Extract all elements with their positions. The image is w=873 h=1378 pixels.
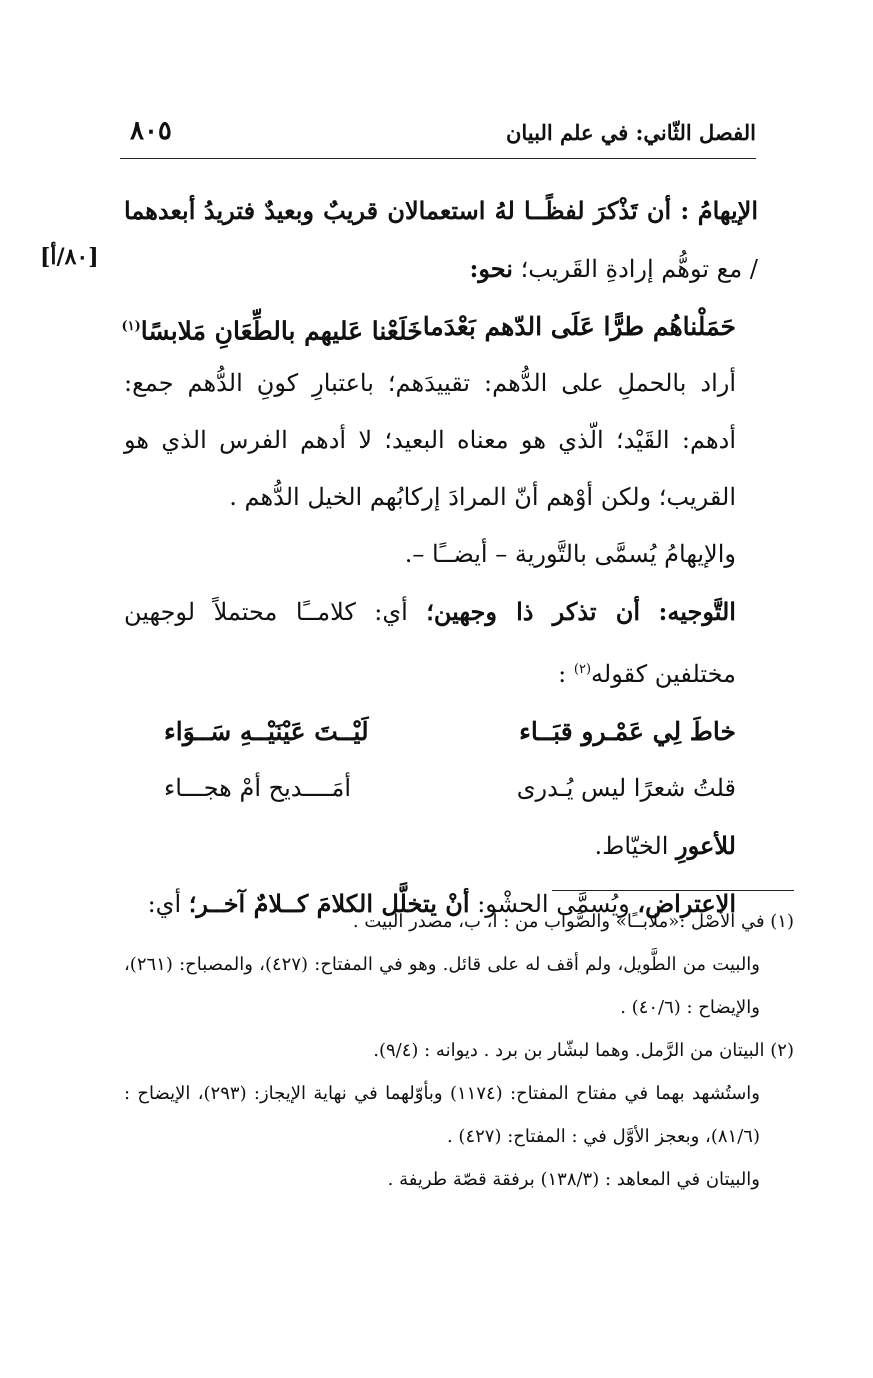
footnote-2: (٢) البيتان من الرَّمل. وهما لبشّار بن برد . ديوانه : (٩/٤). <box>373 1040 794 1061</box>
verse3-second-hemistich: أمَــــديح أمْ هجـــاء <box>164 774 352 802</box>
footnote-ref-2: (٢) <box>573 662 592 677</box>
term-ihaam: الإيهامُ <box>697 196 758 225</box>
manuscript-folio-reference: [٨٠/أ] <box>40 244 99 270</box>
term-tawjih: التَّوجيه: <box>658 597 736 626</box>
verse-example-1 <box>121 298 758 355</box>
verse2-first-hemistich: خاطَ لِي عَمْـرو قبَــاء <box>519 717 736 746</box>
footnote-1-source: والبيت من الطَّويل، ولم أقف له على قائل. وهو في المفتاح: (٤٢٧)، والمصباح: (٢٦١)، والإيضاح : (٤٠/٦) . <box>124 954 760 1018</box>
paragraph-itiraad: الاعتراض، ويُسمَّى الحشْو: أنْ يتخلَّل الكلامَ كــلامٌ آخــر؛ أي: <box>147 889 736 918</box>
verse-example-3 <box>124 760 758 817</box>
tawjih-explanation: أي: كلامــًا محتملاً لوجهين مختلفين كقوله <box>124 598 736 688</box>
paragraph-tawriya: والإيهامُ يُسمَّى بالتَّورية – أيضــًا –. <box>404 540 736 568</box>
abadahuma: أبعدهما <box>124 196 196 225</box>
attribution-rest: الخيّاط. <box>594 832 669 860</box>
paragraph-tawjih: التَّوجيه: أن تذكر ذا وجهين؛ أي: كلامــًا محتملاً لوجهين مختلفين كقوله$^{(٢)}$ : <box>124 597 736 688</box>
verse-example-2 <box>124 703 758 760</box>
page-number: ٨٠٥ <box>130 116 172 146</box>
page-header <box>120 118 756 159</box>
itiraad-alias: ويُسمَّى الحشْو: <box>477 890 630 918</box>
footnotes <box>124 900 794 1201</box>
footnote-separator <box>552 890 794 891</box>
definition-tawjih: أن تذكر ذا وجهين؛ <box>426 597 641 626</box>
running-title: الفصل الثّاني: في علم البيان <box>505 120 756 145</box>
main-text <box>121 182 758 933</box>
term-itiraad: الاعتراض، <box>637 889 736 918</box>
footnote-1: (١) في الأصْل :«ملابــًا» والصَّواب من : أ، ب، مصدر البيت . <box>352 911 794 932</box>
footnote-2-source: والبيتان في المعاهد : (١٣٨/٣) برفقة قصّة طريفة . <box>387 1169 760 1190</box>
verse3-first-hemistich: قلتُ شعرًا ليس يُـدرى <box>516 774 736 802</box>
verse2-second-hemistich: لَيْــتَ عَيْنَيْــهِ سَــوَاء <box>164 717 369 746</box>
paragraph-explanation: أراد بالحملِ على الدُّهم: تقييدَهم؛ باعتبارِ كونِ الدُّهم جمع: أدهم: القَيْد؛ الّذي هو معناه البعيد؛ لا أدهم الفرس الذي هو القريب؛ ولكن أوْهم أنّ المرادَ إركابُهم الخيل الدُّهم . <box>124 369 736 511</box>
verse1-second-hemistich: خَلَعْنا عَليهم بالطِّعَانِ مَلابسًا$^{(١)}$ <box>121 316 423 346</box>
attribution-bold: للأعورِ <box>676 831 736 860</box>
definition-ihaam: : أن تَذْكرَ لفظًــا لهُ استعمالان قريبٌ وبعيدٌ فتريدُ <box>203 196 690 225</box>
paragraph-attribution <box>124 817 758 875</box>
footnote-ref-1: (١) <box>121 319 141 334</box>
paragraph-ihaam <box>124 182 758 298</box>
verse1-first-hemistich: حَمَلْناهُم طرًّا عَلَى الدّهم بَعْدَما <box>422 312 736 341</box>
ihaam-continuation: / مع توهُّم إرادةِ القَريب؛ <box>520 255 758 283</box>
footnote-2-citation: واستُشهد بهما في مفتاح المفتاح: (١١٧٤) وبأوّلهما في نهاية الإيجاز: (٢٩٣)، الإيضاح : (٨١/٦)، وبعجز الأوَّل في : المفتاح: (٤٢٧) . <box>124 1083 760 1147</box>
definition-itiraad: أنْ يتخلَّل الكلامَ كــلامٌ آخــر؛ <box>188 889 470 918</box>
example-marker: نحو: <box>469 254 513 283</box>
